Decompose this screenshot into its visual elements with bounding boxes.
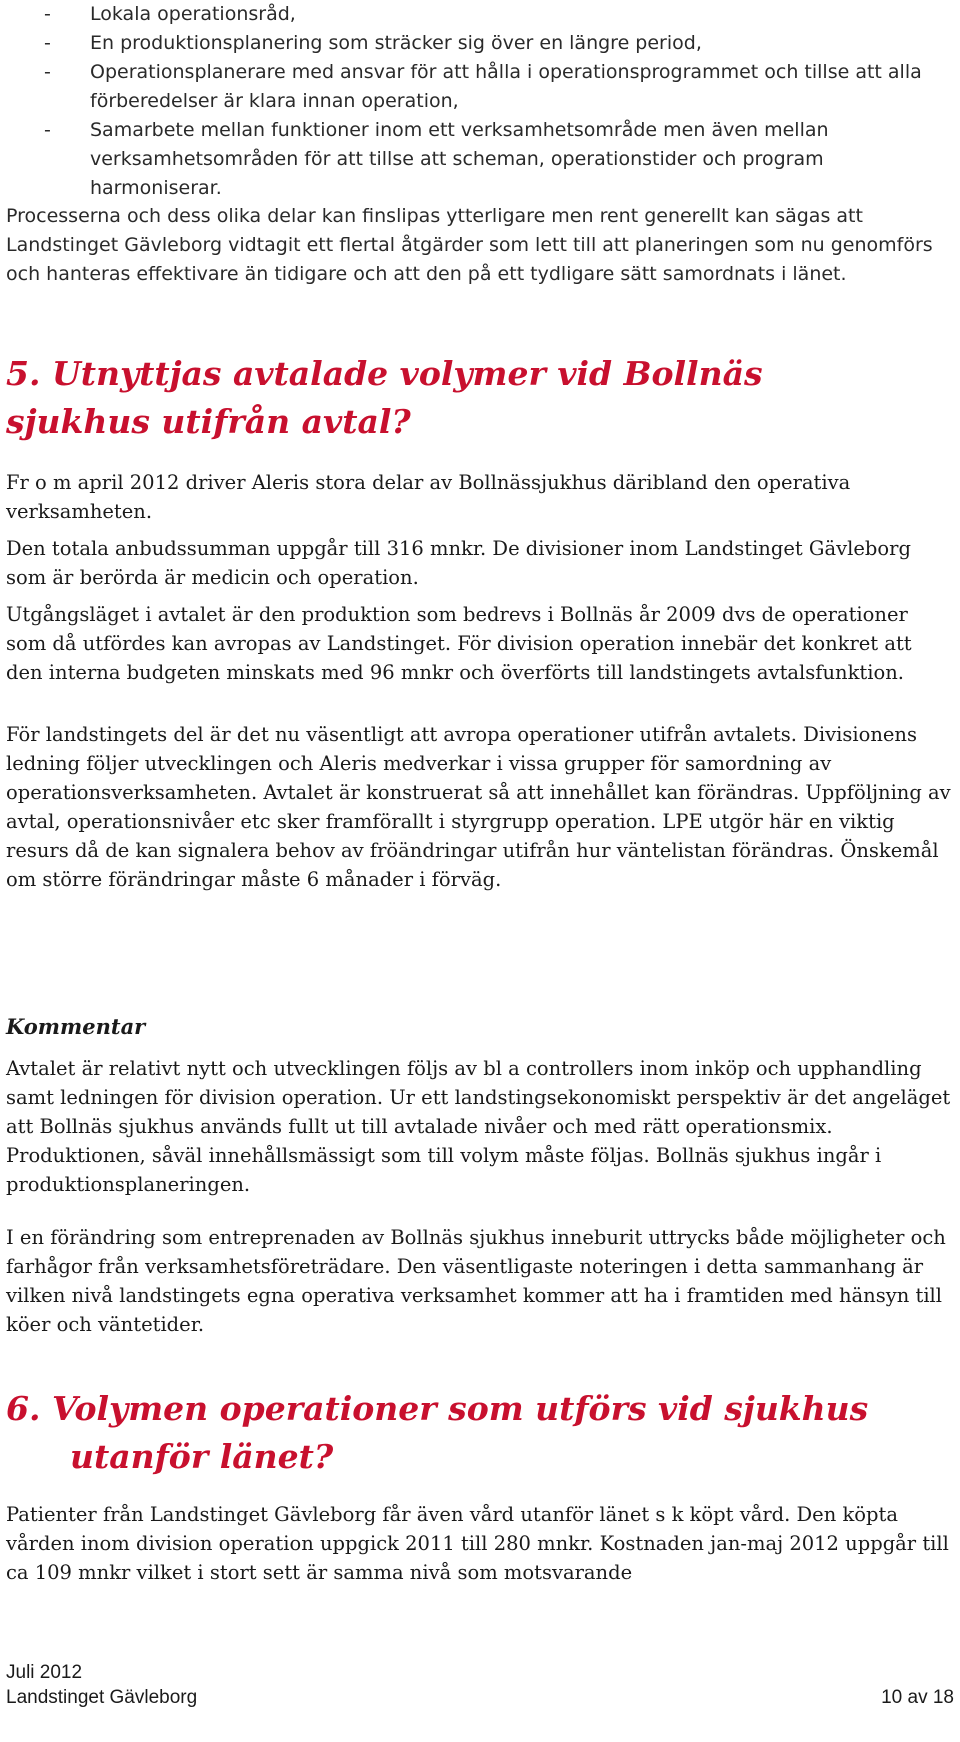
list-item-text: Samarbete mellan funktioner inom ett verksamhetsområde men även mellan verksamhetsområden för att tillse att scheman, operationstider och program harmoniserar. [90,119,829,199]
intro-paragraph: Processerna och dess olika delar kan finslipas ytterligare men rent generellt kan sägas att Landstinget Gävleborg vidtagit ett flertal åtgärder som lett till att planeringen som nu genomförs och hanteras effektivare än tidigare och att den på ett tydligare sätt samordnats i länet. [6,205,933,285]
bullet-marker: - [44,32,51,54]
section-5-paragraph-4: För landstingets del är det nu väsentligt att avropa operationer utifrån avtalets. Divisionens ledning följer utvecklingen och Aleris medverkar i vissa grupper för samordning av operationsverksamheten. Avtalet är konstruerat så att innehållet kan förändras. Uppföljning av avtal, operationsnivåer etc sker framförallt i styrgrupp operation. LPE utgör här en viktig resurs då de kan signalera behov av fröändringar utifrån hur väntelistan förändras. Önskemål om större förändringar måste 6 månader i förväg. [6,723,951,891]
page-number: 10 av 18 [881,1687,954,1708]
section-5-paragraph-2: Den totala anbudssumman uppgår till 316 mnkr. De divisioner inom Landstinget Gävleborg som är berörda är medicin och operation. [6,537,911,589]
list-item [6,58,954,116]
list-item-text: En produktionsplanering som sträcker sig över en längre period, [90,32,702,54]
section-5-paragraph-3: Utgångsläget i avtalet är den produktion som bedrevs i Bollnäs år 2009 dvs de operationer som då utfördes kan avropas av Landstinget. För division operation innebär det konkret att den interna budgeten minskats med 96 mnkr och överförts till landstingets avtalsfunktion. [6,603,912,684]
list-item-text: Operationsplanerare med ansvar för att hålla i operationsprogrammet och tillse att alla förberedelser är klara innan operation, [90,61,922,112]
page-footer [6,1660,954,1710]
comment-paragraph-1: Avtalet är relativt nytt och utvecklingen följs av bl a controllers inom inköp och upphandling samt ledningen för division operation. Ur ett landstingsekonomiskt perspektiv är det angeläget att Bollnäs sjukhus används fullt ut till avtalade nivåer och med rätt operationsmix. Produktionen, såväl innehållsmässigt som till volym måste följas. Bollnäs sjukhus ingår i produktionsplaneringen. [6,1057,951,1196]
section-5-heading: 5. Utnyttjas avtalade volymer vid Bollnäs sjukhus utifrån avtal? [6,354,763,441]
document-page [6,0,954,1742]
bullet-list [6,0,954,203]
section-6-paragraph: Patienter från Landstinget Gävleborg får även vård utanför länet s k köpt vård. Den köpta vården inom division operation uppgick 2011 till 280 mnkr. Kostnaden jan-maj 2012 uppgår till ca 109 mnkr vilket i stort sett är samma nivå som motsvarande [6,1503,949,1584]
footer-organization: Landstinget Gävleborg [6,1687,198,1708]
section-6-heading-line-2: utanför länet? [70,1437,334,1476]
footer-row [6,1685,954,1710]
comment-paragraph-2: I en förändring som entreprenaden av Bollnäs sjukhus inneburit uttrycks både möjligheter och farhågor från verksamhetsföreträdare. Den väsentligaste noteringen i detta sammanhang är vilken nivå landstingets egna operativa verksamhet kommer att ha i framtiden med hänsyn till köer och väntetider. [6,1226,946,1336]
bullet-marker: - [44,61,51,83]
bullet-marker: - [44,3,51,25]
footer-date: Juli 2012 [6,1662,83,1683]
comment-label: Kommentar [6,1014,146,1039]
bullet-marker: - [44,119,51,141]
section-5-paragraph-1: Fr o m april 2012 driver Aleris stora delar av Bollnässjukhus däribland den operativa verksamheten. [6,471,851,523]
list-item [6,29,954,58]
section-6-heading [6,1385,954,1481]
list-item-text: Lokala operationsråd, [90,3,296,25]
list-item [6,116,954,203]
section-6-heading-line-1: 6. Volymen operationer som utförs vid sjukhus [6,1389,869,1428]
list-item [6,0,954,29]
